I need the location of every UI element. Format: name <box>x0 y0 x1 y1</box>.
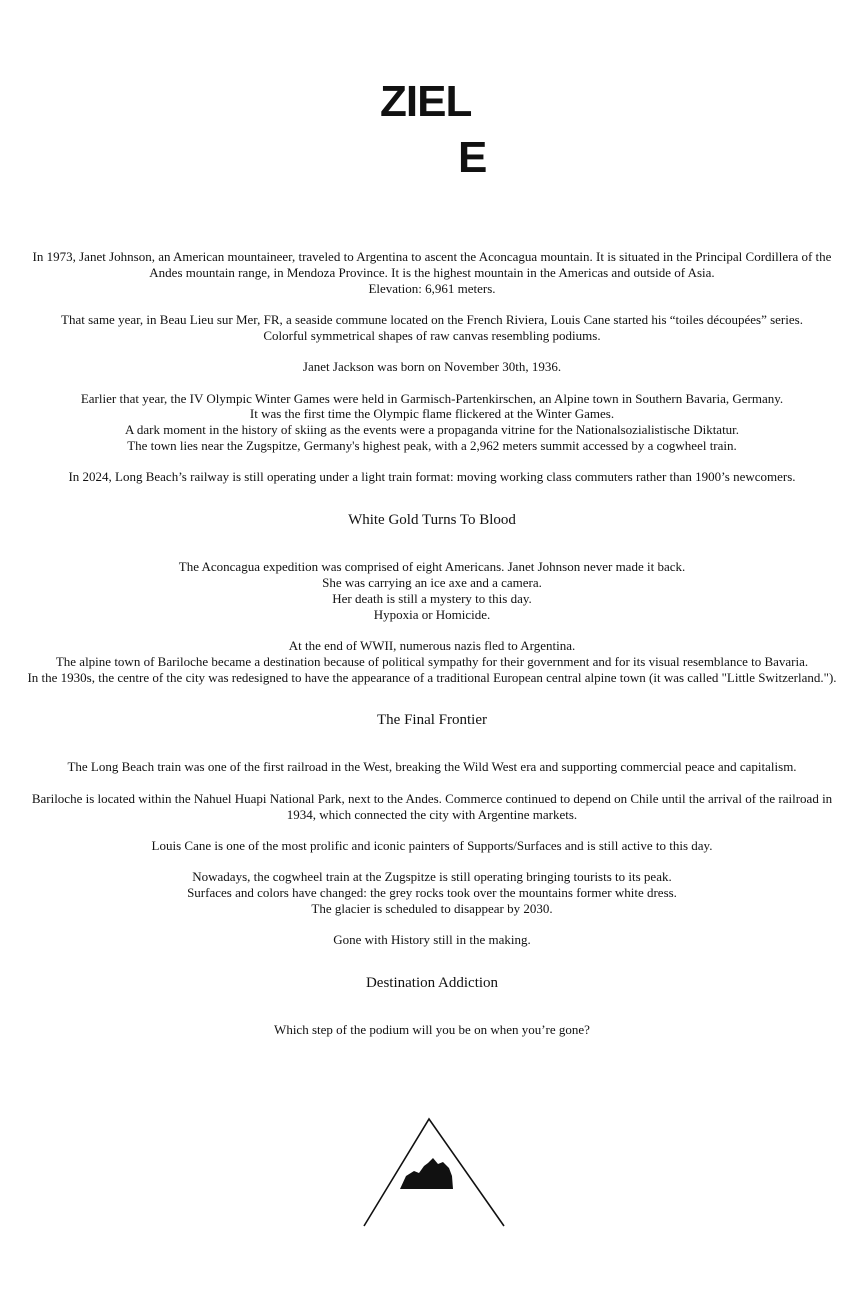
paragraph-line: The town lies near the Zugspitze, Germany's highest peak, with a 2,962 meters summit accessed by a cogwheel train. <box>127 437 737 453</box>
paragraph-gap <box>20 344 844 360</box>
paragraph <box>20 791 844 823</box>
paragraph-line: Elevation: 6,961 meters. <box>368 280 496 296</box>
paragraph-line: Louis Cane is one of the most prolific and iconic painters of Supports/Surfaces and is still active to this day. <box>151 837 713 853</box>
paragraph-line: In the 1930s, the centre of the city was redesigned to have the appearance of a traditional European central alpine town (it was called "Little Switzerland."). <box>27 669 837 685</box>
paragraph-line: Janet Jackson was born on November 30th, 1936. <box>302 359 562 375</box>
section-heading: The Final Frontier <box>377 712 487 729</box>
paragraph <box>20 249 844 296</box>
paragraph-gap <box>20 854 844 870</box>
section-white-gold <box>20 559 844 685</box>
title-line-1: ZIEL <box>380 77 472 126</box>
paragraph <box>20 869 844 916</box>
paragraph-line: Bariloche is located within the Nahuel Huapi National Park, next to the Andes. Commerce continued to depend on Chile until the arrival of the railroad in 1934, which connected the city with Argentine markets. <box>31 790 833 822</box>
paragraph-gap <box>20 822 844 838</box>
paragraph-line: Nowadays, the cogwheel train at the Zugspitze is still operating bringing tourists to its peak. <box>192 869 672 885</box>
paragraph <box>20 391 844 454</box>
paragraph-line: Her death is still a mystery to this day. <box>332 590 532 606</box>
section-final-frontier <box>20 759 844 948</box>
paragraph <box>20 559 844 622</box>
paragraph-line: She was carrying an ice axe and a camera. <box>322 574 542 590</box>
paragraph-gap <box>20 622 844 638</box>
paragraph-gap <box>20 375 844 391</box>
title-line-2: E <box>458 133 487 182</box>
paragraph-line: That same year, in Beau Lieu sur Mer, FR, a seaside commune located on the French Riviera, Louis Cane started his “toiles découpées” series. <box>61 311 803 327</box>
paragraph-line: Which step of the podium will you be on when you’re gone? <box>274 1022 590 1038</box>
mountain-logo-icon <box>362 1116 506 1228</box>
paragraph-line: The glacier is scheduled to disappear by 2030. <box>311 900 553 916</box>
paragraph <box>20 932 844 948</box>
paragraph <box>20 1022 844 1038</box>
section-destination-addiction <box>20 1022 844 1038</box>
paragraph-gap <box>20 917 844 933</box>
paragraph <box>20 312 844 344</box>
paragraph <box>20 359 844 375</box>
paragraph-line: In 1973, Janet Johnson, an American mountaineer, traveled to Argentina to ascent the Aconcagua mountain. It is situated in the Principal Cordillera of the Andes mountain range, in Mendoza Province. It is the highest mountain in the Americas and outside of Asia. <box>32 249 832 280</box>
paragraph-line: Surfaces and colors have changed: the grey rocks took over the mountains former white dress. <box>187 885 677 901</box>
paragraph-line: Earlier that year, the IV Olympic Winter Games were held in Garmisch-Partenkirschen, an Alpine town in Southern Bavaria, Germany. <box>80 390 784 406</box>
paragraph-line: It was the first time the Olympic flame flickered at the Winter Games. <box>249 406 615 422</box>
paragraph <box>20 759 844 775</box>
paragraph-line: At the end of WWII, numerous nazis fled to Argentina. <box>288 637 576 653</box>
paragraph-line: The Long Beach train was one of the first railroad in the West, breaking the Wild West era and supporting commercial peace and capitalism. <box>67 759 797 775</box>
paragraph-line: Colorful symmetrical shapes of raw canvas resembling podiums. <box>263 327 601 343</box>
section-heading: Destination Addiction <box>365 975 499 992</box>
paragraph-line: Hypoxia or Homicide. <box>373 606 491 622</box>
paragraph-gap <box>20 454 844 470</box>
paragraph-line: In 2024, Long Beach’s railway is still operating under a light train format: moving working class commuters rather than 1900’s newcomers. <box>68 469 796 485</box>
paragraph-line: A dark moment in the history of skiing as the events were a propaganda vitrine for the Nationalsozialistische Diktatur. <box>124 422 740 438</box>
section-heading: White Gold Turns To Blood <box>348 512 516 529</box>
paragraph-line: Gone with History still in the making. <box>333 932 531 948</box>
paragraph-line: The alpine town of Bariloche became a destination because of political sympathy for their government and for its visual resemblance to Bavaria. <box>55 653 809 669</box>
paragraph <box>20 838 844 854</box>
paragraph-line: The Aconcagua expedition was comprised of eight Americans. Janet Johnson never made it back. <box>178 559 686 575</box>
text-content <box>20 249 844 1038</box>
paragraph-gap <box>20 296 844 312</box>
paragraph <box>20 469 844 485</box>
paragraph <box>20 638 844 685</box>
intro-section <box>20 249 844 485</box>
paragraph-gap <box>20 775 844 791</box>
